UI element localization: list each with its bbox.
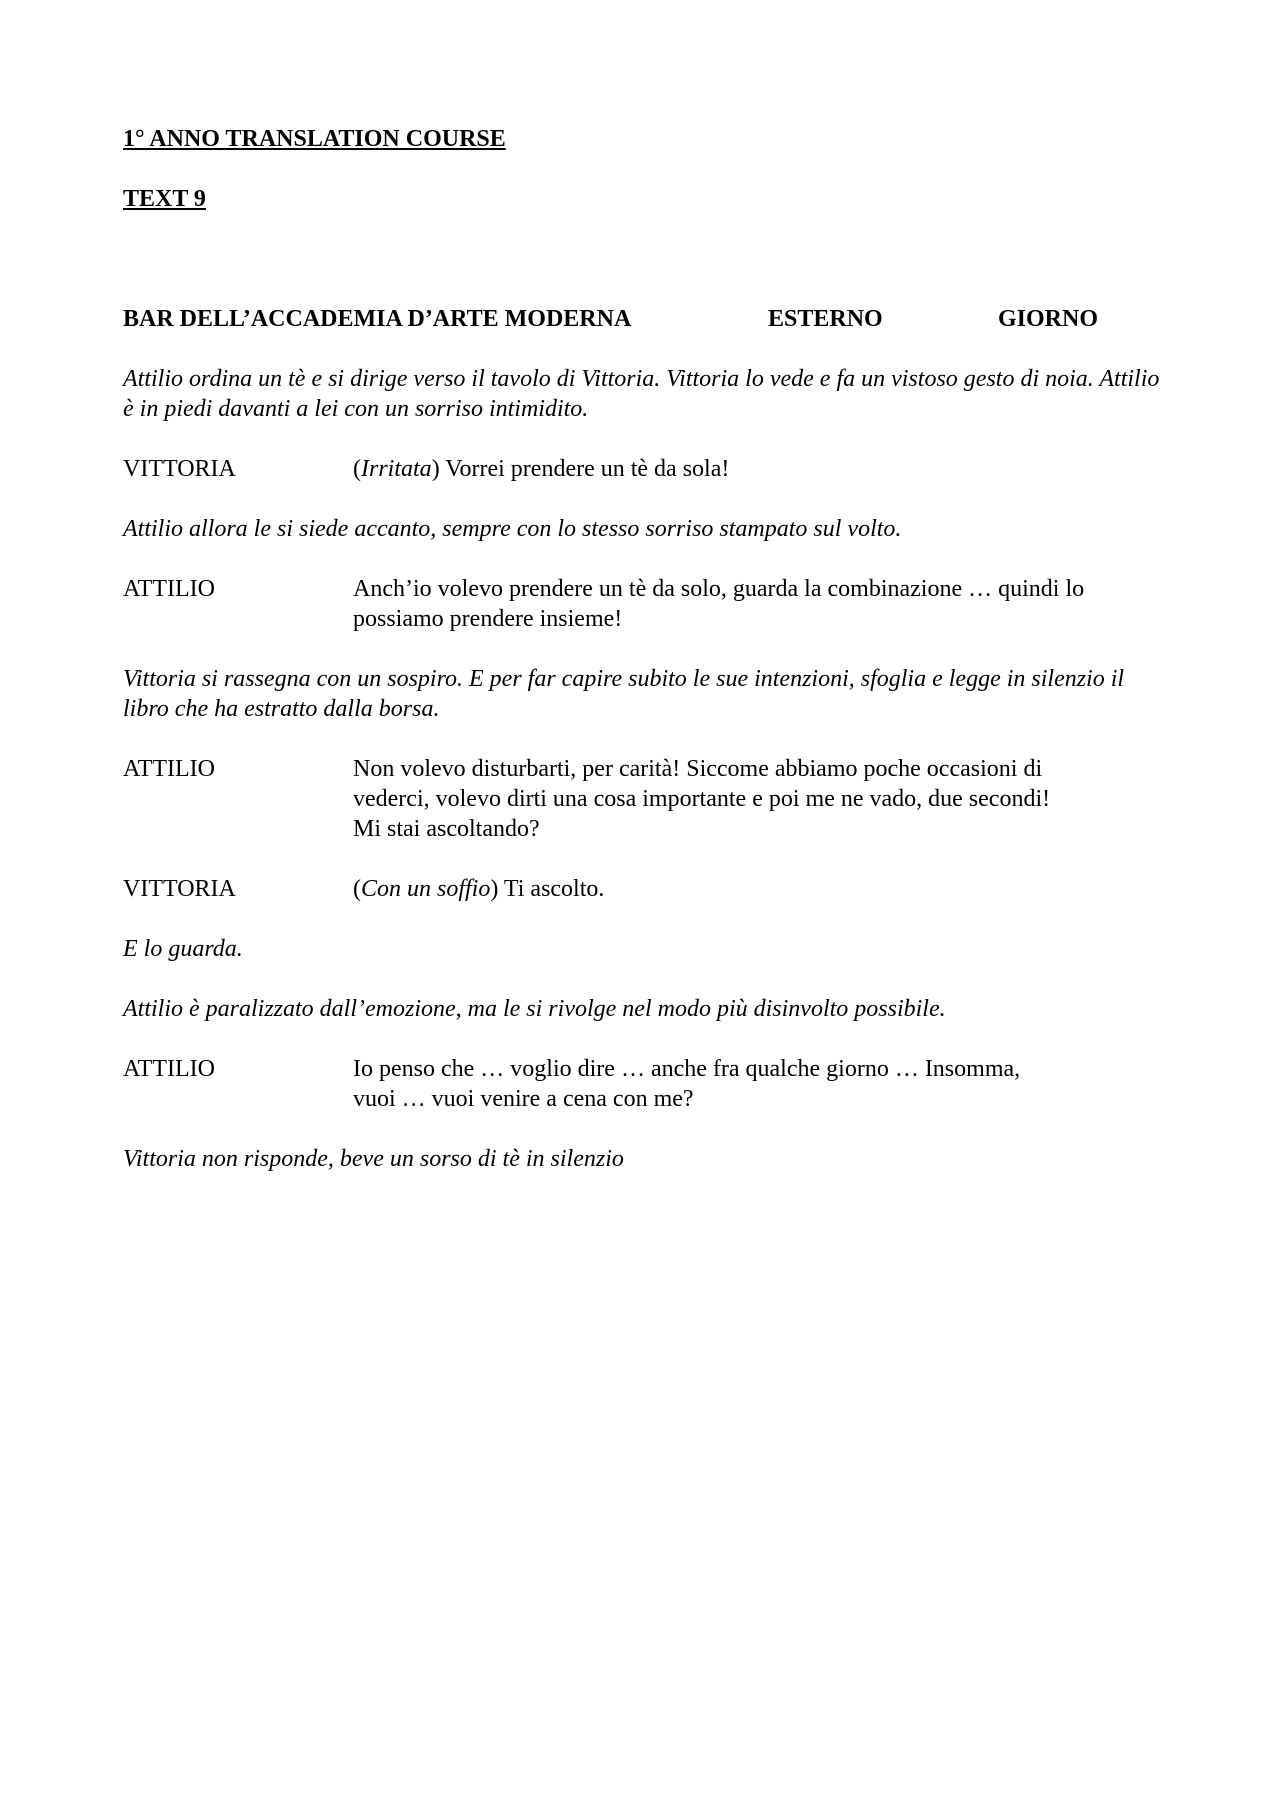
stage-direction: Vittoria si rassegna con un sospiro. E per far capire subito le sue intenzioni, sfoglia e legge in silenzio il libro che ha estratto dalla borsa.	[123, 666, 1125, 722]
dialogue-text: Vorrei prendere un tè da sola!	[439, 456, 730, 482]
character-name: VITTORIA	[123, 456, 236, 482]
scene-heading	[123, 304, 1163, 334]
scene-place: BAR DELL’ACCADEMIA D’ARTE MODERNA	[123, 306, 632, 332]
script-body	[123, 364, 1163, 1174]
text-number: TEXT 9	[123, 186, 206, 212]
dialogue-block	[123, 874, 1163, 904]
dialogue-block	[123, 454, 1163, 484]
character-name: VITTORIA	[123, 876, 236, 902]
dialogue-block	[123, 1054, 1163, 1114]
dialogue-text: Io penso che … voglio dire … anche fra qualche giorno … Insomma, vuoi … vuoi venire a cena con me?	[353, 1056, 1021, 1112]
stage-direction: E lo guarda.	[123, 936, 243, 962]
stage-direction: Attilio è paralizzato dall’emozione, ma le si rivolge nel modo più disinvolto possibile.	[123, 996, 946, 1022]
stage-direction: Attilio ordina un tè e si dirige verso il tavolo di Vittoria. Vittoria lo vede e fa un vistoso gesto di noia. Attilio è in piedi davanti a lei con un sorriso intimidito.	[123, 366, 1160, 422]
paren-close: )	[431, 456, 440, 482]
dialogue-text: Non volevo disturbarti, per carità! Siccome abbiamo poche occasioni di vederci, volevo dirti una cosa importante e poi me ne vado, due secondi! Mi stai ascoltando?	[353, 756, 1051, 842]
stage-direction: Vittoria non risponde, beve un sorso di tè in silenzio	[123, 1146, 624, 1172]
character-name: ATTILIO	[123, 576, 215, 602]
course-title: 1° ANNO TRANSLATION COURSE	[123, 126, 506, 152]
dialogue-line	[353, 874, 1163, 904]
scene-setting: ESTERNO	[768, 306, 883, 332]
parenthetical: Con un soffio	[361, 876, 491, 902]
scene-time: GIORNO	[998, 306, 1099, 332]
dialogue-block	[123, 754, 1163, 844]
parenthetical: Irritata	[361, 456, 432, 482]
document-page	[123, 124, 1163, 1174]
stage-direction: Attilio allora le si siede accanto, sempre con lo stesso sorriso stampato sul volto.	[123, 516, 902, 542]
paren-open: (	[353, 456, 361, 482]
dialogue-block	[123, 574, 1163, 634]
character-name: ATTILIO	[123, 1056, 215, 1082]
paren-open: (	[353, 876, 361, 902]
dialogue-text: Anch’io volevo prendere un tè da solo, guarda la combinazione … quindi lo possiamo prendere insieme!	[353, 576, 1085, 632]
paren-close: )	[490, 876, 499, 902]
dialogue-line	[353, 454, 1163, 484]
dialogue-text: Ti ascolto.	[498, 876, 605, 902]
character-name: ATTILIO	[123, 756, 215, 782]
